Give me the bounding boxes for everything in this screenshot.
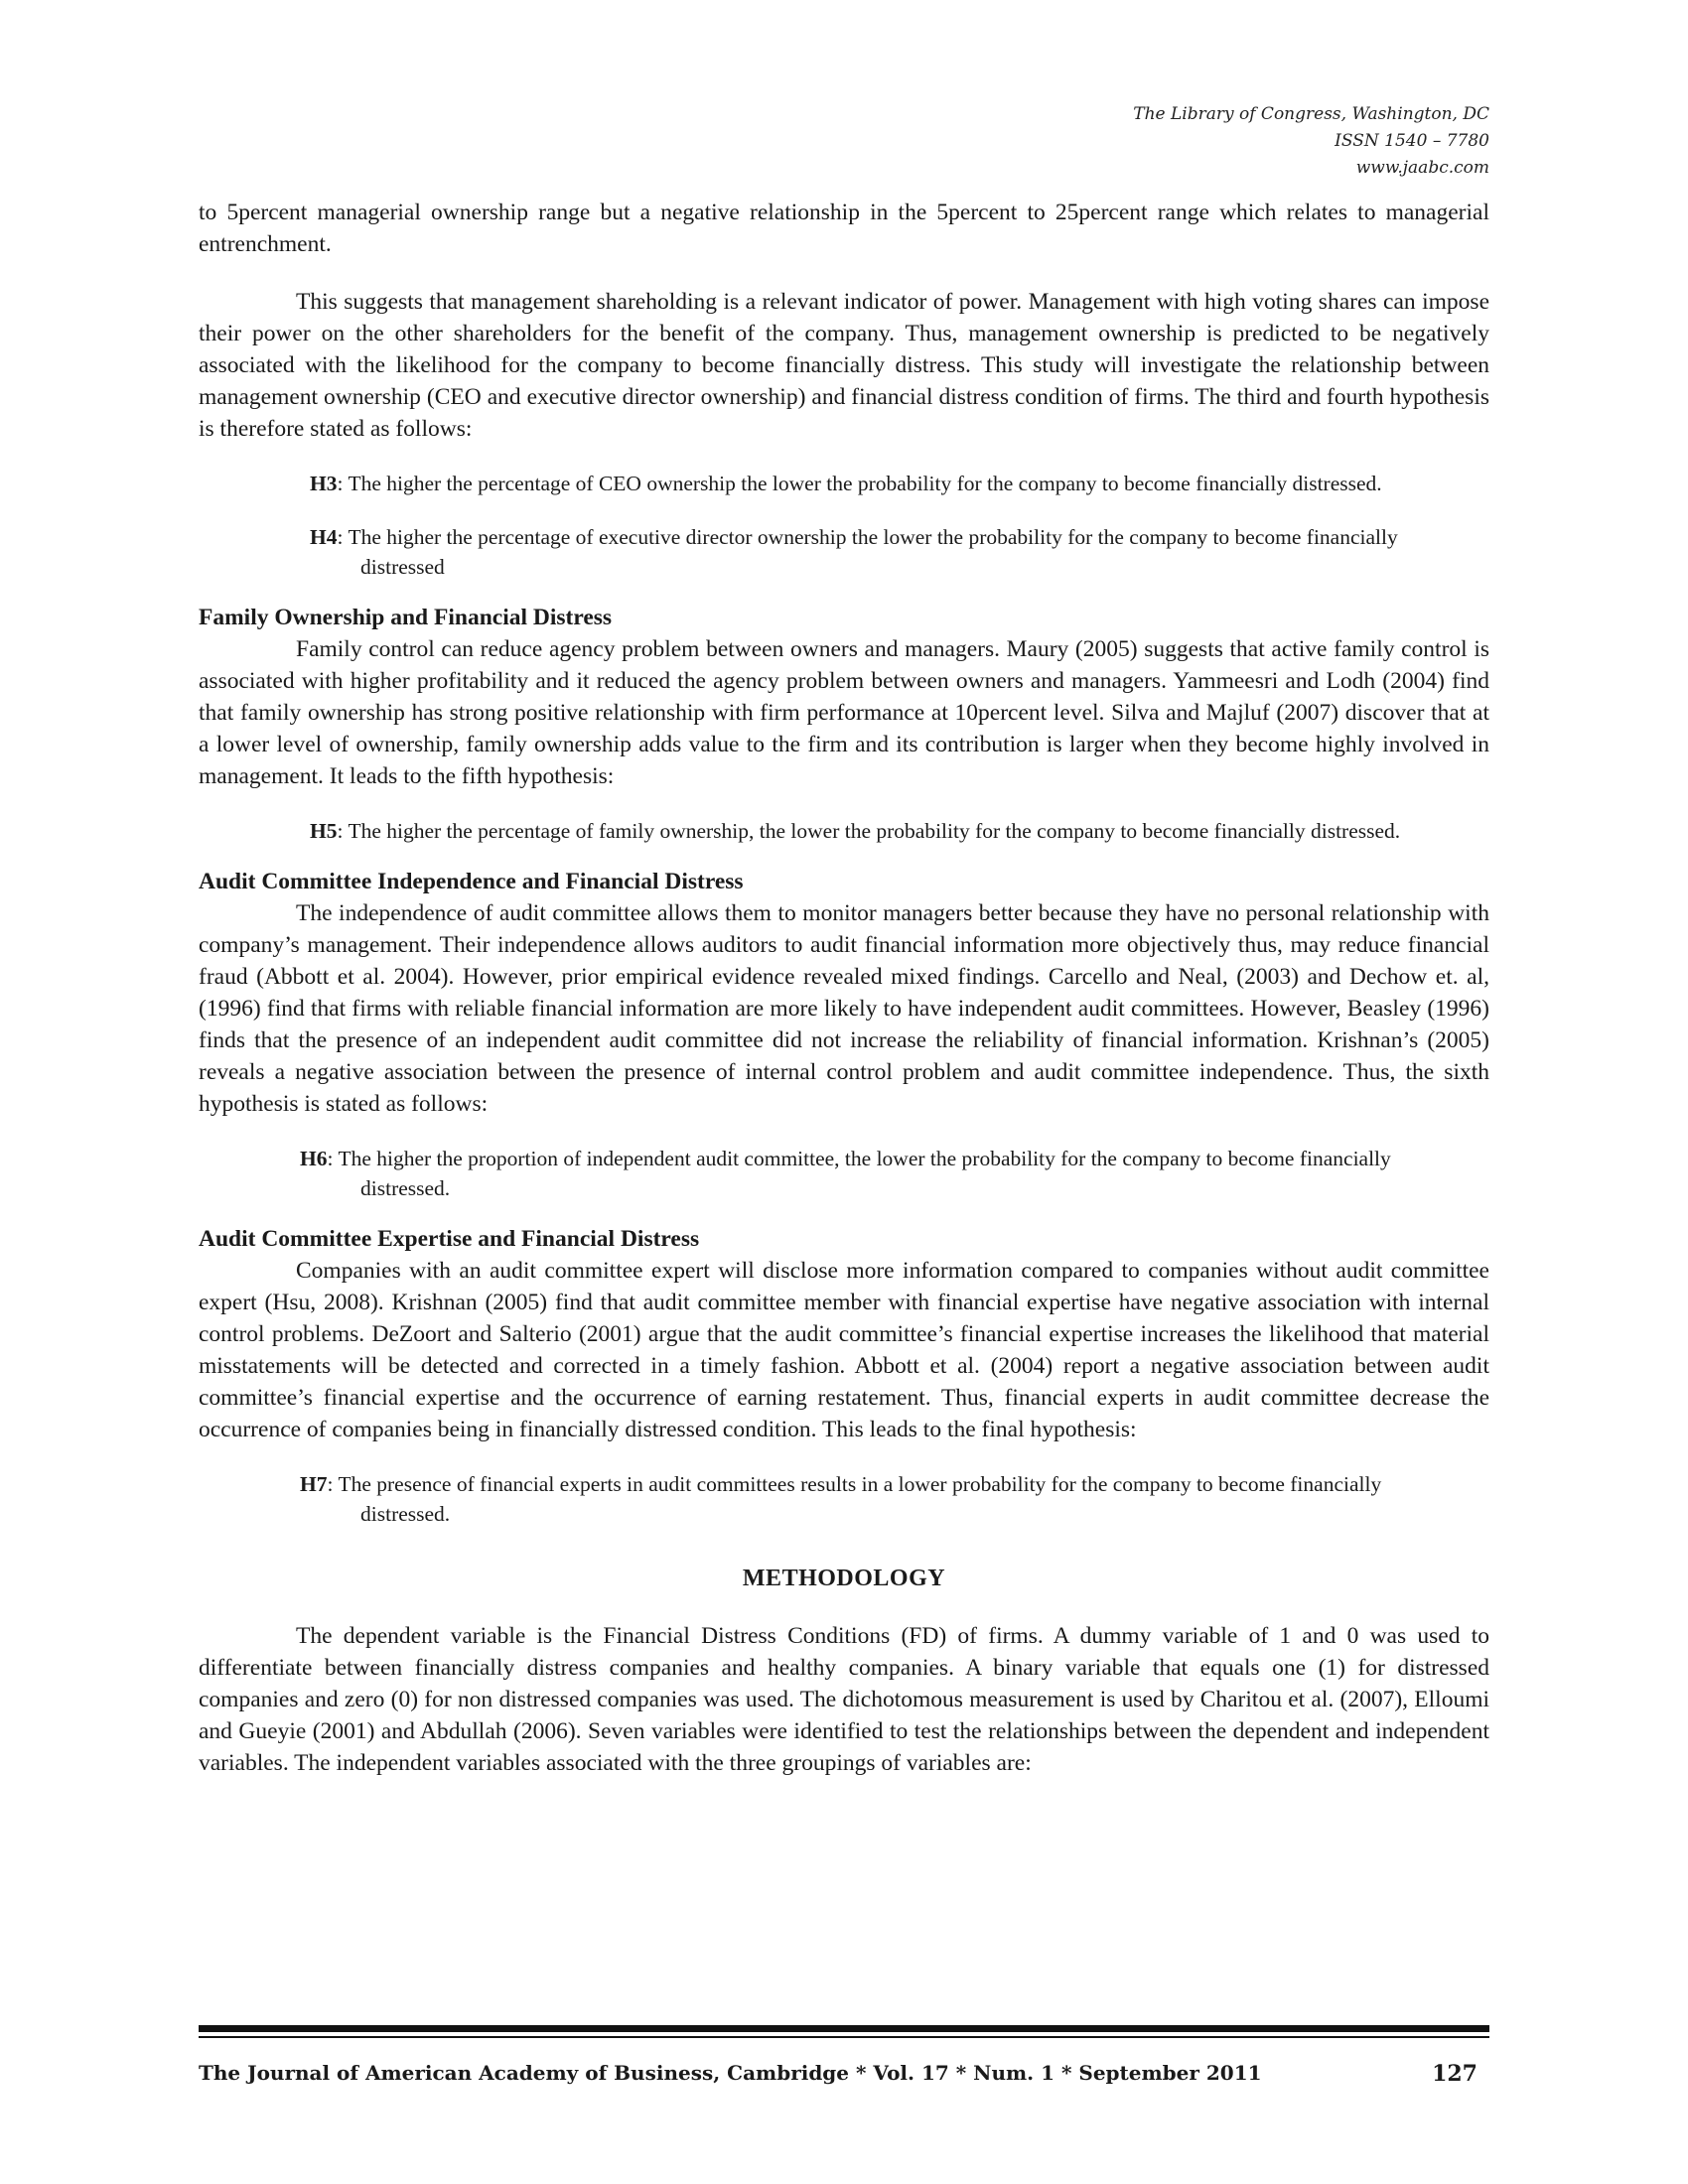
hypothesis-h6 — [300, 1144, 1440, 1203]
hypothesis-text: : The higher the percentage of CEO ownership the lower the probability for the company to become financially distressed. — [337, 472, 1382, 495]
hypothesis-text: : The higher the proportion of independent audit committee, the lower the probability for the company to become financially distressed. — [327, 1147, 1391, 1200]
hypothesis-text: : The higher the percentage of family ownership, the lower the probability for the company to become financially distressed. — [337, 819, 1401, 843]
header-issn: ISSN 1540 – 7780 — [1335, 131, 1489, 151]
section-heading-independence: Audit Committee Independence and Financial Distress — [199, 869, 744, 894]
paragraph-family-control: Family control can reduce agency problem between owners and managers. Maury (2005) suggests that active family control is associated with higher profitability and it reduced the agency problem between owners and managers. Yammeesri and Lodh (2004) find that family ownership has strong positive relationship with firm performance at 10percent level. Silva and Majluf (2007) discover that at a lower level of ownership, family ownership adds value to the firm and its contribution is larger when they become highly involved in management. It leads to the fifth hypothesis: — [199, 636, 1489, 789]
paragraph-management-shareholding: This suggests that management shareholding is a relevant indicator of power. Management with high voting shares can impose their power on the other shareholders for the benefit of the company. Thus, management ownership is predicted to be negatively associated with the likelihood for the company to become financially distress. This study will investigate the relationship between management ownership (CEO and executive director ownership) and financial distress condition of firms. The third and fourth hypothesis is therefore stated as follows: — [199, 289, 1489, 442]
paragraph-methodology: The dependent variable is the Financial Distress Conditions (FD) of firms. A dummy variable of 1 and 0 was used to differentiate between financially distress companies and healthy companies. A binary variable that equals one (1) for distressed companies and zero (0) for non distressed companies was used. The dichotomous measurement is used by Charitou et al. (2007), Elloumi and Gueyie (2001) and Abdullah (2006). Seven variables were identified to test the relationships between the dependent and independent variables. The independent variables associated with the three groupings of variables are: — [199, 1623, 1489, 1776]
footer-journal-citation: The Journal of American Academy of Business, Cambridge * Vol. 17 * Num. 1 * September 2011 — [199, 2061, 1262, 2085]
hypothesis-label: H4 — [310, 525, 338, 549]
section-heading-family: Family Ownership and Financial Distress — [199, 605, 613, 630]
article-body — [199, 197, 1489, 1779]
section-heading-methodology: METHODOLOGY — [742, 1566, 946, 1591]
hypothesis-h7 — [300, 1469, 1440, 1529]
hypothesis-label: H7 — [300, 1472, 328, 1496]
hypothesis-label: H3 — [310, 472, 338, 495]
hypothesis-h5 — [310, 816, 1440, 846]
hypothesis-text: : The higher the percentage of executive director ownership the lower the probability for the company to become financially distressed — [337, 525, 1398, 579]
hypothesis-label: H6 — [300, 1147, 328, 1170]
paragraph-independence: The independence of audit committee allows them to monitor managers better because they have no personal relationship with company’s management. Their independence allows auditors to audit financial information more objectively thus, may reduce financial fraud (Abbott et al. 2004). However, prior empirical evidence revealed mixed findings. Carcello and Neal, (2003) and Dechow et. al, (1996) find that firms with reliable financial information are more likely to have independent audit committees. However, Beasley (1996) finds that the presence of an independent audit committee did not increase the reliability of financial information. Krishnan’s (2005) reveals a negative association between the presence of internal control problem and audit committee independence. Thus, the sixth hypothesis is stated as follows: — [199, 900, 1489, 1117]
footer-rule-thin — [199, 2036, 1489, 2038]
hypothesis-text: : The presence of financial experts in audit committees results in a lower probability for the company to become financially distressed. — [327, 1472, 1382, 1526]
header-website: www.jaabc.com — [1355, 158, 1489, 178]
hypothesis-label: H5 — [310, 819, 338, 843]
hypothesis-h4 — [310, 522, 1440, 582]
paragraph-continued: to 5percent managerial ownership range but a negative relationship in the 5percent to 25percent range which relates to managerial entrenchment. — [199, 200, 1489, 257]
paragraph-expertise: Companies with an audit committee expert will disclose more information compared to companies without audit committee expert (Hsu, 2008). Krishnan (2005) find that audit committee member with financial expertise have negative association with internal control problems. DeZoort and Salterio (2001) argue that the audit committee’s financial expertise increases the likelihood that material misstatements will be detected and corrected in a timely fashion. Abbott et al. (2004) report a negative association between audit committee’s financial expertise and the occurrence of earning restatement. Thus, financial experts in audit committee decrease the occurrence of companies being in financially distressed condition. This leads to the final hypothesis: — [199, 1258, 1489, 1442]
page-number: 127 — [1432, 2061, 1477, 2087]
section-heading-expertise: Audit Committee Expertise and Financial Distress — [199, 1226, 700, 1252]
running-header — [1133, 101, 1489, 182]
footer-rule-thick — [199, 2025, 1489, 2032]
header-library: The Library of Congress, Washington, DC — [1133, 104, 1489, 124]
hypothesis-h3 — [310, 469, 1440, 498]
